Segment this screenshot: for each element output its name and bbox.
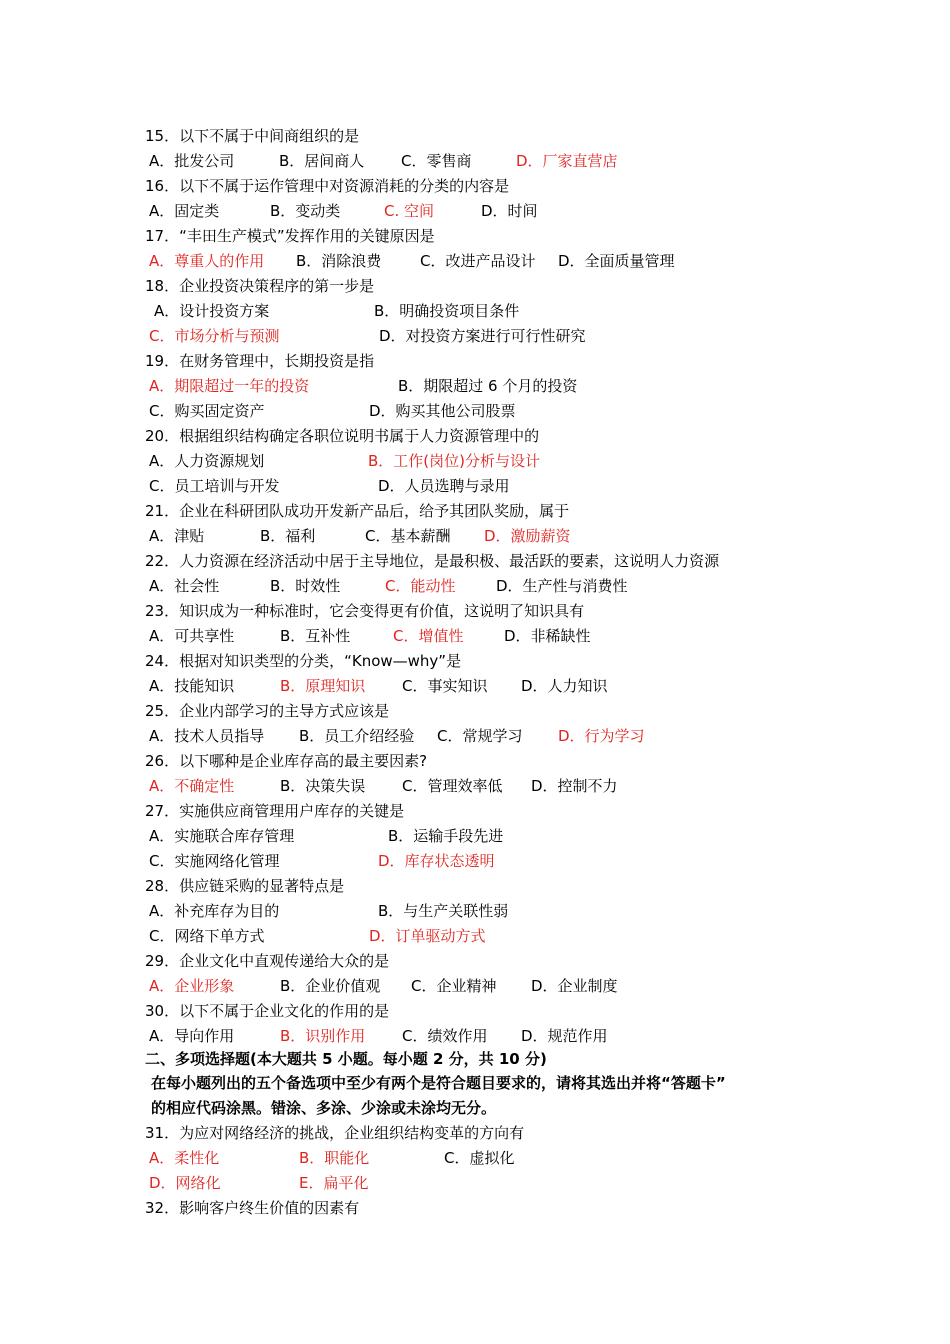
answer-option: B．消除浪费 [296,252,382,270]
answer-option: B．互补性 [280,627,351,645]
line-text: 21．企业在科研团队成功开发新产品后，给予其团队奖励，属于 [145,502,570,520]
options-row [0,574,950,599]
line-text: 20．根据组织结构确定各职位说明书属于人力资源管理中的 [145,427,540,445]
answer-option: B．福利 [260,527,316,545]
answer-option: A．人力资源规划 [149,452,265,470]
answer-option: A．技能知识 [149,677,235,695]
correct-answer-option: A．柔性化 [149,1149,220,1167]
options-row [0,399,950,424]
answer-option: B．明确投资项目条件 [374,302,520,320]
options-row [0,924,950,949]
answer-option: A．导向作用 [149,1027,235,1045]
line-text: 23．知识成为一种标准时，它会变得更有价值，这说明了知识具有 [145,602,585,620]
answer-option: C．员工培训与开发 [149,477,280,495]
correct-answer-option: C. 空间 [384,202,435,220]
options-row [0,824,950,849]
line-text: 的相应代码涂黑。错涂、多涂、少涂或未涂均无分。 [151,1099,497,1117]
correct-answer-option: D．网络化 [149,1174,221,1192]
answer-option: C．实施网络化管理 [149,852,280,870]
section-heading [0,1071,950,1096]
options-row [0,899,950,924]
options-row [0,974,950,999]
correct-answer-option: B．职能化 [299,1149,370,1167]
question-text [0,349,950,374]
line-text: 26．以下哪种是企业库存高的最主要因素? [145,752,428,770]
answer-option: D．对投资方案进行可行性研究 [379,327,586,345]
answer-option: A．津贴 [149,527,205,545]
answer-option: D．人员选聘与录用 [378,477,510,495]
answer-option: B．时效性 [270,577,341,595]
answer-option: D．购买其他公司股票 [369,402,516,420]
answer-option: D．时间 [481,202,538,220]
correct-answer-option: B．原理知识 [280,677,366,695]
line-text: 31．为应对网络经济的挑战，企业组织结构变革的方向有 [145,1124,525,1142]
options-row [0,299,950,324]
answer-option: B．决策失误 [280,777,366,795]
answer-option: D．人力知识 [521,677,608,695]
line-text: 27．实施供应商管理用户库存的关键是 [145,802,405,820]
answer-option: A．固定类 [149,202,220,220]
answer-option: A．补充库存为目的 [149,902,280,920]
options-row [0,374,950,399]
answer-option: A．社会性 [149,577,220,595]
options-row [0,199,950,224]
answer-option: C．购买固定资产 [149,402,265,420]
question-text [0,749,950,774]
answer-option: A．设计投资方案 [154,302,270,320]
correct-answer-option: A．期限超过一年的投资 [149,377,310,395]
answer-option: B．变动类 [270,202,341,220]
line-text: 28．供应链采购的显著特点是 [145,877,345,895]
correct-answer-option: A．企业形象 [149,977,235,995]
answer-option: B．居间商人 [279,152,365,170]
answer-option: D．企业制度 [531,977,618,995]
answer-option: C．改进产品设计 [420,252,536,270]
correct-answer-option: D．厂家直营店 [516,152,618,170]
question-text [0,1196,950,1221]
line-text: 18．企业投资决策程序的第一步是 [145,277,375,295]
question-text [0,799,950,824]
options-row [0,474,950,499]
options-row [0,624,950,649]
correct-answer-option: D．库存状态透明 [378,852,495,870]
question-text [0,174,950,199]
answer-option: B．员工介绍经验 [299,727,415,745]
correct-answer-option: C．市场分析与预测 [149,327,280,345]
options-row [0,1024,950,1049]
question-text [0,874,950,899]
answer-option: C．常规学习 [437,727,523,745]
line-text: 19．在财务管理中，长期投资是指 [145,352,375,370]
question-text [0,1121,950,1146]
options-row [0,249,950,274]
line-text: 15．以下不属于中间商组织的是 [145,127,360,145]
correct-answer-option: A．尊重人的作用 [149,252,265,270]
correct-answer-option: C．能动性 [385,577,456,595]
answer-option: C．零售商 [401,152,472,170]
line-text: 在每小题列出的五个备选项中至少有两个是符合题目要求的，请将其选出并将“答题卡” [151,1074,726,1092]
section-heading [0,1096,950,1121]
question-text [0,599,950,624]
correct-answer-option: B．识别作用 [280,1027,366,1045]
options-row [0,1146,950,1171]
line-text: 30．以下不属于企业文化的作用的是 [145,1002,390,1020]
answer-option: C．事实知识 [402,677,488,695]
correct-answer-option: D．激励薪资 [484,527,571,545]
options-row [0,674,950,699]
answer-option: A．实施联合库存管理 [149,827,295,845]
answer-option: C．虚拟化 [444,1149,515,1167]
line-text: 16．以下不属于运作管理中对资源消耗的分类的内容是 [145,177,510,195]
options-row [0,724,950,749]
correct-answer-option: A．不确定性 [149,777,235,795]
options-row [0,524,950,549]
question-text [0,649,950,674]
answer-option: B．与生产关联性弱 [378,902,509,920]
answer-option: D．规范作用 [521,1027,608,1045]
answer-option: D．生产性与消费性 [496,577,628,595]
answer-option: B．企业价值观 [280,977,381,995]
answer-option: A．批发公司 [149,152,235,170]
answer-option: C．企业精神 [411,977,497,995]
line-text: 二、多项选择题(本大题共 5 小题。每小题 2 分，共 10 分) [145,1050,547,1068]
answer-option: C．管理效率低 [402,777,503,795]
correct-answer-option: D．行为学习 [558,727,645,745]
answer-option: B．运输手段先进 [388,827,504,845]
question-text [0,224,950,249]
answer-option: C．绩效作用 [402,1027,488,1045]
correct-answer-option: D．订单驱动方式 [369,927,486,945]
options-row [0,774,950,799]
answer-option: D．非稀缺性 [504,627,591,645]
correct-answer-option: E．扁平化 [299,1174,369,1192]
line-text: 22．人力资源在经济活动中居于主导地位，是最积极、最活跃的要素，这说明人力资源 [145,552,720,570]
answer-option: D．全面质量管理 [558,252,675,270]
answer-option: C．基本薪酬 [365,527,451,545]
line-text: 32．影响客户终生价值的因素有 [145,1199,360,1217]
question-text [0,274,950,299]
answer-option: C．网络下单方式 [149,927,265,945]
answer-option: A．可共享性 [149,627,235,645]
correct-answer-option: B．工作(岗位)分析与设计 [368,452,540,470]
question-text [0,424,950,449]
section-heading [0,1047,950,1072]
question-text [0,699,950,724]
question-text [0,549,950,574]
line-text: 24．根据对知识类型的分类，“Know—why”是 [145,652,462,670]
question-text [0,949,950,974]
options-row [0,149,950,174]
line-text: 29．企业文化中直观传递给大众的是 [145,952,390,970]
question-text [0,124,950,149]
line-text: 25．企业内部学习的主导方式应该是 [145,702,390,720]
options-row [0,1171,950,1196]
options-row [0,324,950,349]
answer-option: D．控制不力 [531,777,618,795]
correct-answer-option: C．增值性 [393,627,464,645]
answer-option: B．期限超过 6 个月的投资 [398,377,578,395]
line-text: 17．“丰田生产模式”发挥作用的关键原因是 [145,227,435,245]
question-text [0,999,950,1024]
answer-option: A．技术人员指导 [149,727,265,745]
options-row [0,849,950,874]
options-row [0,449,950,474]
question-text [0,499,950,524]
